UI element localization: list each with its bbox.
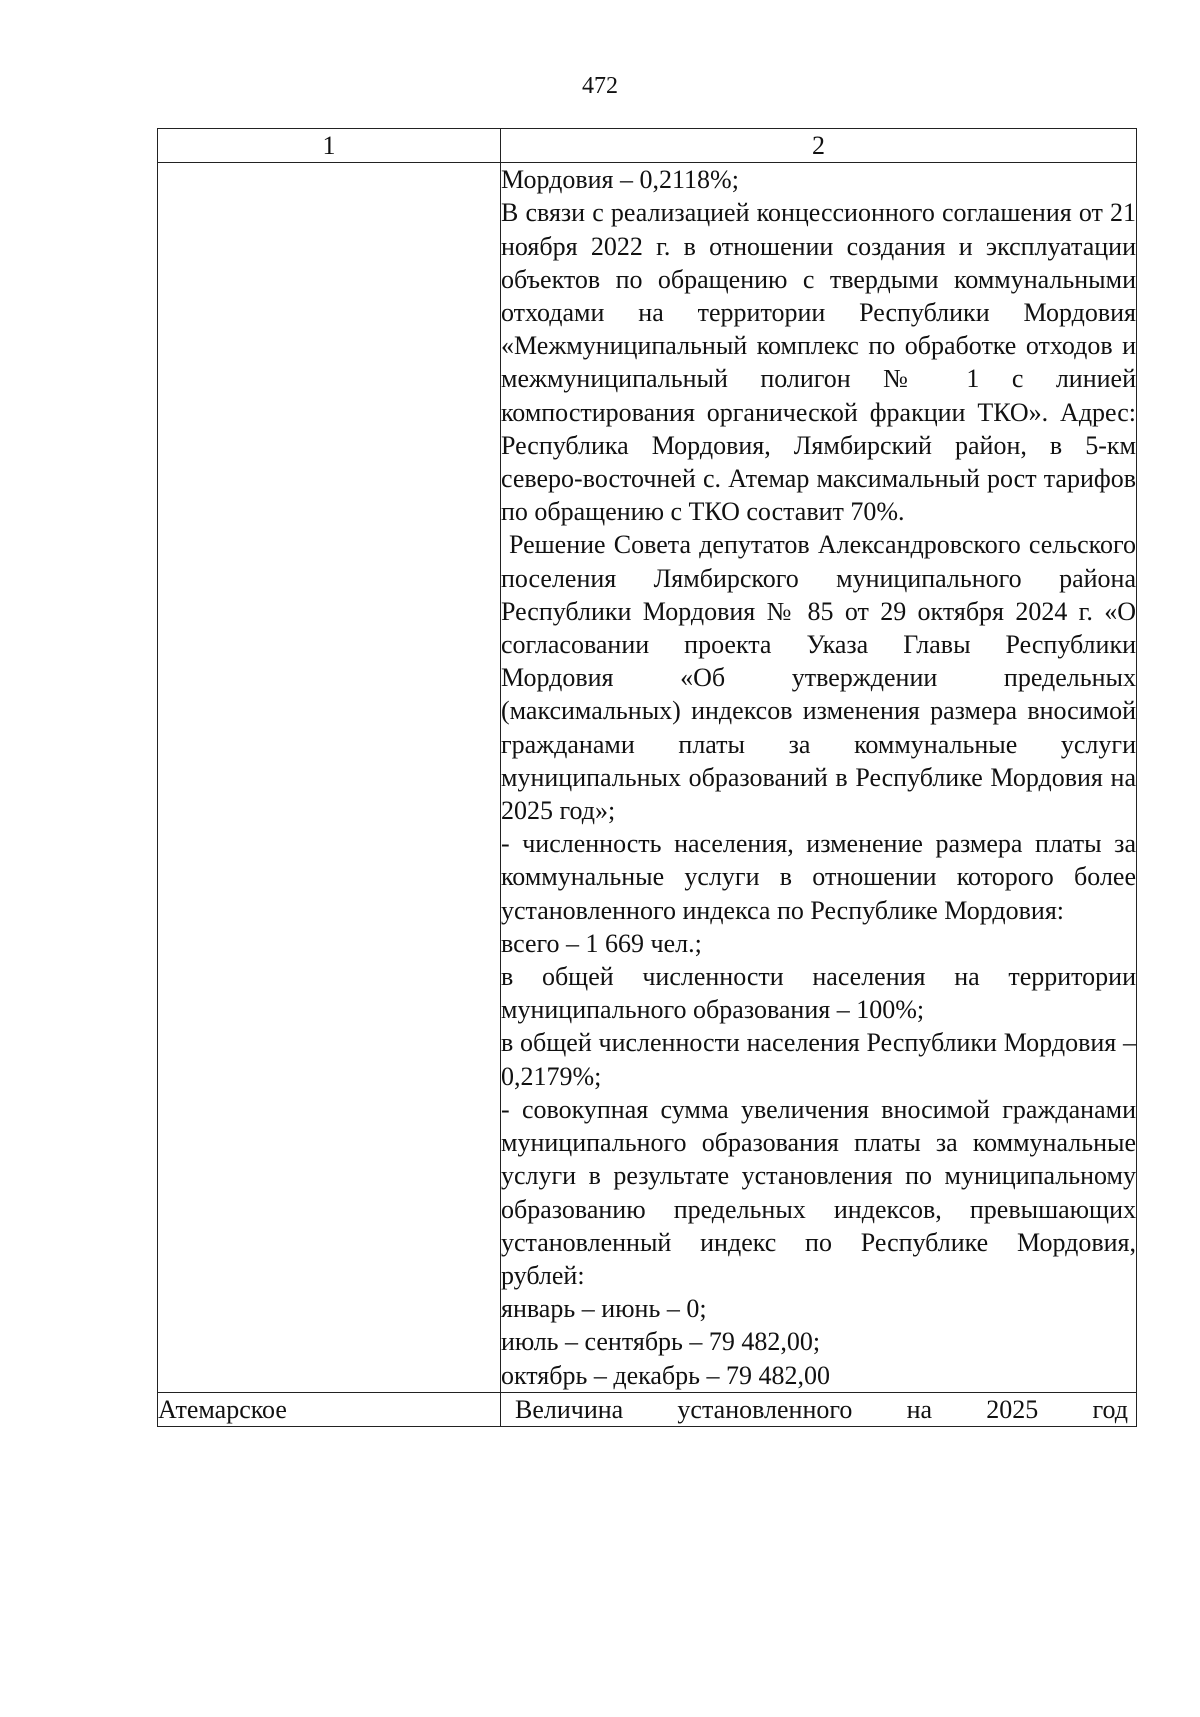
description-cell	[501, 1392, 1137, 1426]
text-paragraph: - численность населения, изменение размера платы за коммунальные услуги в отношении которого более установленного индекса по Республике Мордовия:	[501, 829, 1136, 925]
table-header-row	[158, 129, 1137, 163]
municipality-cell	[158, 163, 501, 1393]
text-paragraph: Величина установленного на 2025 год	[515, 1394, 1128, 1424]
text-paragraph: Решение Совета депутатов Александровского сельского поселения Лямбирского муниципального района Республики Мордовия № 85 от 29 октября 2024 г. «О согласовании проекта Указа Главы Республики Мордовия «Об утверждении предельных (максимальных) индексов изменения размера вносимой гражданами платы за коммунальные услуги муниципальных образований в Республике Мордовия на 2025 год»;	[501, 530, 1136, 826]
text-paragraph: октябрь – декабрь – 79 482,00	[501, 1360, 830, 1390]
column-header-2: 2	[501, 129, 1137, 163]
document-table	[157, 128, 1137, 1427]
column-header-1: 1	[158, 129, 501, 163]
text-paragraph: в общей численности населения Республики Мордовия – 0,2179%;	[501, 1028, 1136, 1091]
table-row	[158, 163, 1137, 1393]
description-cell	[501, 163, 1137, 1393]
text-paragraph: июль – сентябрь – 79 482,00;	[501, 1327, 821, 1357]
municipality-cell: Атемарское	[158, 1392, 501, 1426]
text-paragraph: Мордовия – 0,2118%;	[501, 165, 739, 195]
text-paragraph: январь – июнь – 0;	[501, 1294, 707, 1324]
text-paragraph: В связи с реализацией концессионного соглашения от 21 ноября 2022 г. в отношении создания и эксплуатации объектов по обращению с твердыми коммунальными отходами на территории Республики Мордовия «Межмуниципальный комплекс по обработке отходов и межмуниципальный полигон № 1 с линией компостирования органической фракции ТКО». Адрес: Республика Мордовия, Лямбирский район, в 5-км северо-восточней с. Атемар максимальный рост тарифов по обращению с ТКО составит 70%.	[501, 198, 1136, 527]
text-paragraph: в общей численности населения на территории муниципального образования – 100%;	[501, 962, 1136, 1025]
page-number: 472	[582, 73, 618, 99]
text-paragraph: всего – 1 669 чел.;	[501, 928, 702, 958]
table-row	[158, 1392, 1137, 1426]
text-paragraph: - совокупная сумма увеличения вносимой гражданами муниципального образования платы за коммунальные услуги в результате установления по муниципальному образованию предельных индексов, превышающих установленный индекс по Республике Мордовия, рублей:	[501, 1094, 1136, 1290]
